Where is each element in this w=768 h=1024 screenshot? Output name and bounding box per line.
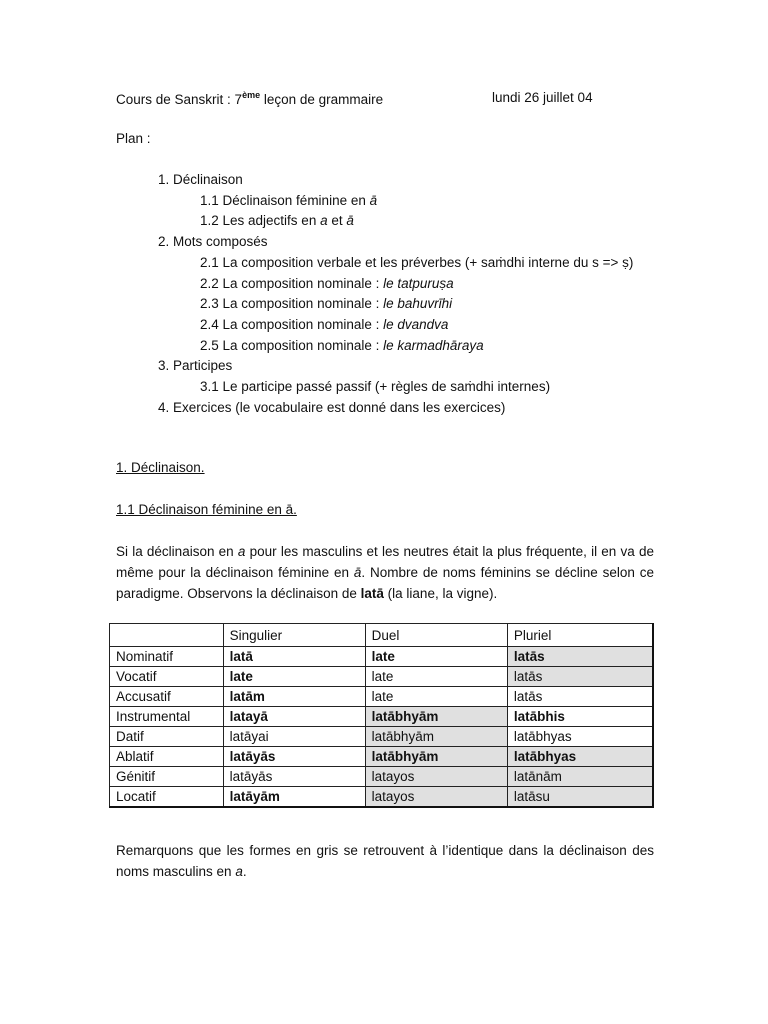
table-row xyxy=(110,667,654,687)
table-cell: latābhis xyxy=(507,707,653,727)
table-cell: latāyās xyxy=(223,767,365,787)
text-run: le dvandva xyxy=(383,316,449,332)
table-cell: latābhyām xyxy=(365,747,507,767)
plan-item xyxy=(158,356,232,376)
table-cell: latayos xyxy=(365,787,507,808)
text-run: 4. Exercices (le vocabulaire est donné dans les exercices) xyxy=(158,399,506,415)
plan-item xyxy=(158,398,505,418)
header-date: lundi 26 juillet 04 xyxy=(492,90,593,105)
plan-item xyxy=(158,170,243,190)
course-title-lesson: leçon de grammaire xyxy=(260,92,384,107)
case-label: Accusatif xyxy=(110,687,224,707)
text-run: pour les masculins et les neutres était la plus fréquente, il en va de même pour la déclinaison féminine en xyxy=(116,544,655,580)
table-cell: late xyxy=(365,687,507,707)
table-row xyxy=(110,747,654,767)
table-row xyxy=(110,647,654,667)
text-run: a xyxy=(235,864,243,879)
text-run: 1.2 Les adjectifs en xyxy=(200,213,321,229)
declension-table xyxy=(109,623,654,808)
case-label: Ablatif xyxy=(110,747,224,767)
text-run: Remarquons que les formes en gris se retrouvent à l’identique dans la déclinaison des noms masculins en xyxy=(116,843,654,879)
table-row xyxy=(110,727,654,747)
subsection-title: 1.1 Déclinaison féminine en ā. xyxy=(116,502,297,517)
text-run: 2.2 La composition nominale : xyxy=(200,275,384,291)
plan-subitem xyxy=(200,191,377,211)
case-label: Locatif xyxy=(110,787,224,808)
text-run: 1.1 Déclinaison féminine en xyxy=(200,192,370,208)
text-run: 2.3 La composition nominale : xyxy=(200,296,384,312)
table-cell: latāyām xyxy=(223,787,365,808)
text-run: 2. Mots composés xyxy=(158,234,268,250)
text-run: a xyxy=(320,213,328,229)
table-cell: latās xyxy=(507,647,653,667)
case-label: Datif xyxy=(110,727,224,747)
table-cell: latābhyas xyxy=(507,727,653,747)
text-run: le tatpuruṣa xyxy=(383,275,454,291)
text-run: Si la déclinaison en xyxy=(116,544,238,559)
plan-title: Plan : xyxy=(116,131,151,146)
text-run: le karmadhāraya xyxy=(383,337,484,353)
intro-paragraph xyxy=(116,541,654,604)
table-cell: latāyās xyxy=(223,747,365,767)
column-header xyxy=(110,624,224,647)
plan-subitem xyxy=(200,315,448,335)
text-run: ā xyxy=(369,192,378,208)
table-cell: latās xyxy=(507,687,653,707)
text-run: 2.1 La composition verbale et les préverbes (+ saṁdhi interne du s => ṣ) xyxy=(200,254,634,270)
table-cell: late xyxy=(365,647,507,667)
text-run: le bahuvrīhi xyxy=(383,296,453,312)
plan-subitem xyxy=(200,377,550,397)
text-run: 2.4 La composition nominale : xyxy=(200,316,384,332)
section-title: 1. Déclinaison. xyxy=(116,460,205,475)
case-label: Instrumental xyxy=(110,707,224,727)
plan-subitem xyxy=(200,336,484,356)
text-run: 1. Déclinaison xyxy=(158,172,243,187)
text-run: ā xyxy=(346,213,354,229)
text-run: a xyxy=(237,544,246,559)
text-run: latā xyxy=(360,586,384,601)
table-cell: late xyxy=(223,667,365,687)
table-cell: latābhyām xyxy=(365,727,507,747)
text-run: . Nombre de noms féminins se décline selon ce paradigme. Observons la déclinaison de xyxy=(116,565,654,601)
text-run: (la liane, la vigne). xyxy=(383,586,498,601)
text-run: 3. Participes xyxy=(158,358,233,374)
table-cell: latābhyas xyxy=(507,747,653,767)
table-cell: latayā xyxy=(223,707,365,727)
table-cell: latām xyxy=(223,687,365,707)
column-header: Pluriel xyxy=(507,624,653,647)
text-run: . xyxy=(242,864,247,879)
case-label: Nominatif xyxy=(110,647,224,667)
course-title-superscript: ème xyxy=(242,90,261,100)
table-cell: latā xyxy=(223,647,365,667)
course-title-text: Cours de Sanskrit : 7 xyxy=(116,92,243,107)
table-cell: latāyai xyxy=(223,727,365,747)
column-header: Singulier xyxy=(223,624,365,647)
table-row xyxy=(110,707,654,727)
table-cell: latāsu xyxy=(507,787,653,808)
plan-subitem xyxy=(200,274,454,294)
table-cell: late xyxy=(365,667,507,687)
table-cell: latayos xyxy=(365,767,507,787)
table-row xyxy=(110,687,654,707)
remark-paragraph xyxy=(116,840,654,882)
plan-subitem xyxy=(200,253,633,273)
table-cell: latābhyām xyxy=(365,707,507,727)
text-run: et xyxy=(327,213,347,229)
text-run: ā xyxy=(353,565,362,580)
plan-subitem xyxy=(200,211,354,231)
plan-subitem xyxy=(200,294,452,314)
case-label: Génitif xyxy=(110,767,224,787)
case-label: Vocatif xyxy=(110,667,224,687)
table-header-row xyxy=(110,624,654,647)
table-cell: latānām xyxy=(507,767,653,787)
table-cell: latās xyxy=(507,667,653,687)
text-run: 2.5 La composition nominale : xyxy=(200,337,384,353)
table-row xyxy=(110,787,654,808)
course-title xyxy=(116,90,383,107)
table-row xyxy=(110,767,654,787)
text-run: 3.1 Le participe passé passif (+ règles de saṁdhi internes) xyxy=(200,379,551,394)
column-header: Duel xyxy=(365,624,507,647)
plan-item xyxy=(158,232,268,252)
